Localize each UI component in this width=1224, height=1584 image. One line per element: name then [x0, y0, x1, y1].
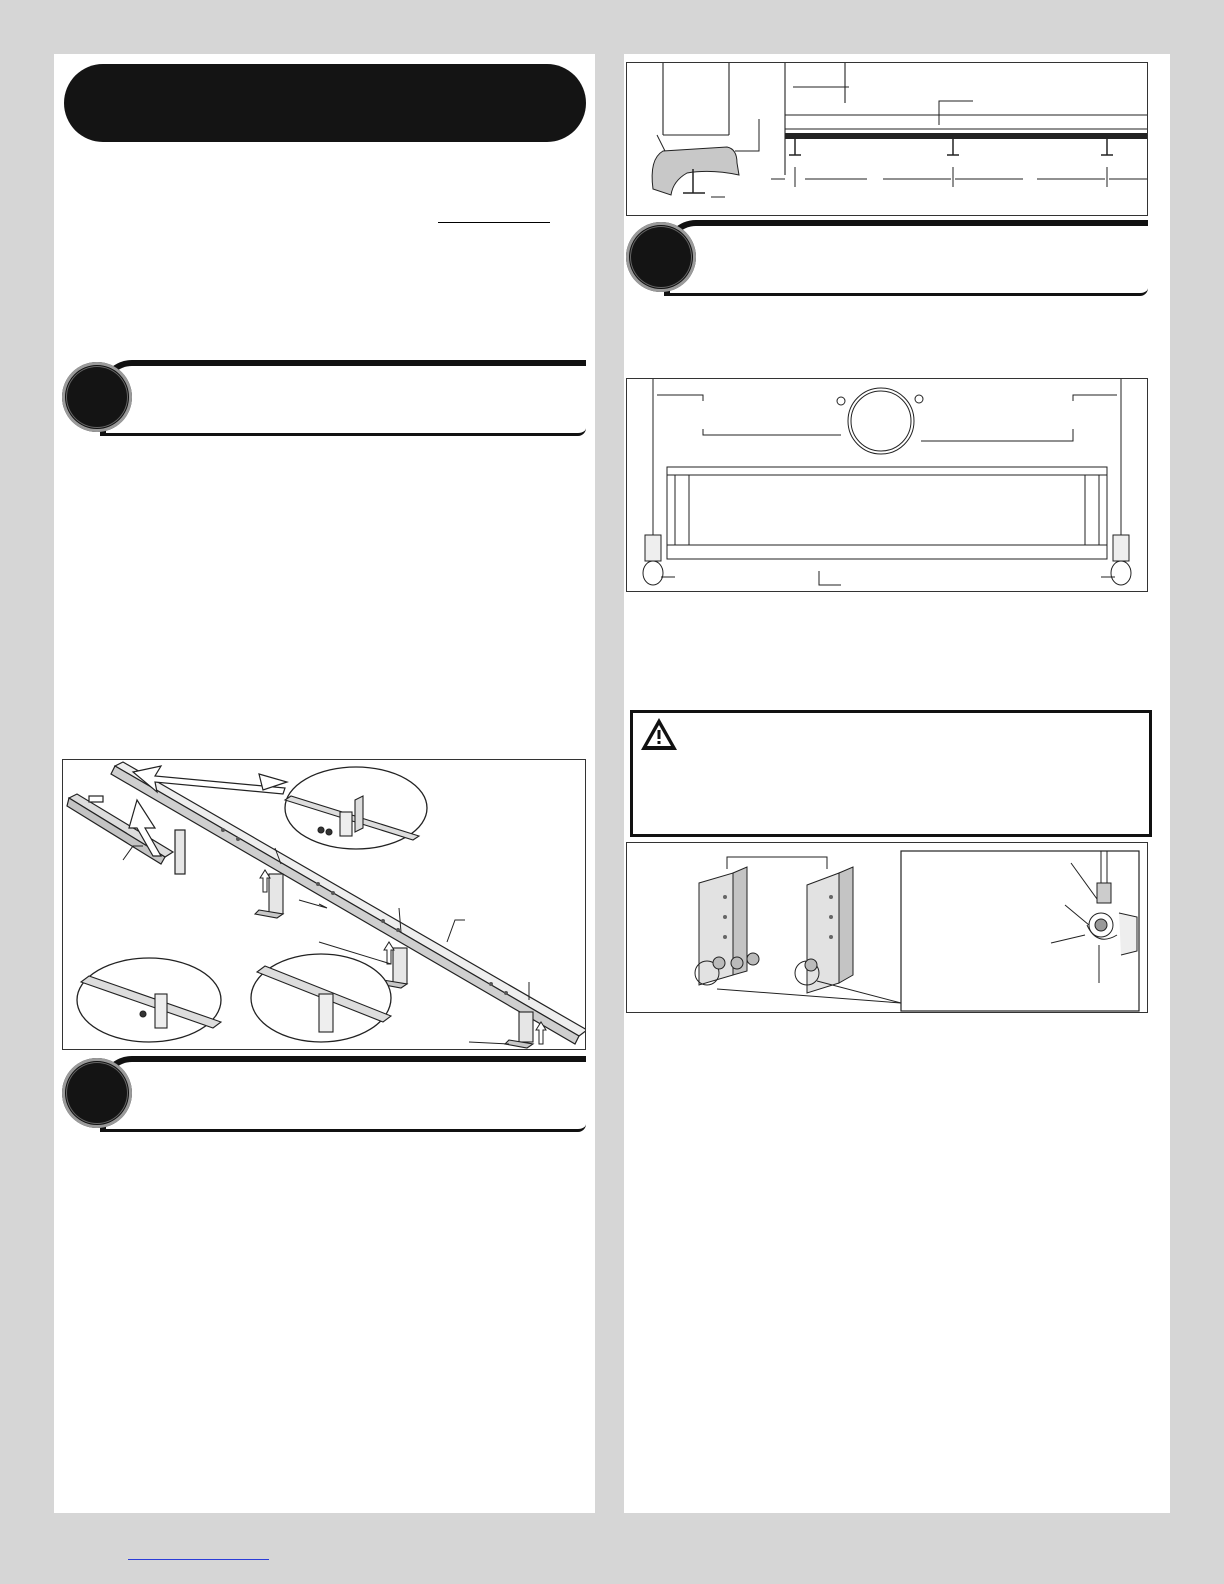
rail-assembly-illustration: [63, 760, 585, 1049]
step-header-bar: [100, 360, 586, 436]
step-number-badge: [62, 362, 132, 432]
rail-spacing-illustration: [627, 63, 1147, 215]
footer-link-underline[interactable]: [128, 1559, 269, 1560]
warning-triangle-icon: [639, 716, 679, 752]
rail-spacing-figure: [626, 62, 1148, 216]
step-header-2: [62, 1056, 586, 1132]
rail-assembly-figure: [62, 759, 586, 1050]
step-number-badge: [626, 222, 696, 292]
fill-in-blank-line: [438, 222, 550, 223]
step-header-3: [626, 220, 1148, 296]
section-title-banner: [64, 64, 586, 142]
right-page-column: [624, 54, 1170, 1513]
cable-routing-illustration: [627, 379, 1147, 591]
warning-box: [630, 710, 1152, 837]
step-number-badge: [62, 1058, 132, 1128]
cable-routing-figure: [626, 378, 1148, 592]
step-header-bar: [100, 1056, 586, 1132]
step-header-1: [62, 360, 586, 436]
left-page-column: [54, 54, 595, 1513]
bracket-cable-figure: [626, 842, 1148, 1013]
step-header-bar: [664, 220, 1148, 296]
bracket-cable-illustration: [627, 843, 1147, 1012]
